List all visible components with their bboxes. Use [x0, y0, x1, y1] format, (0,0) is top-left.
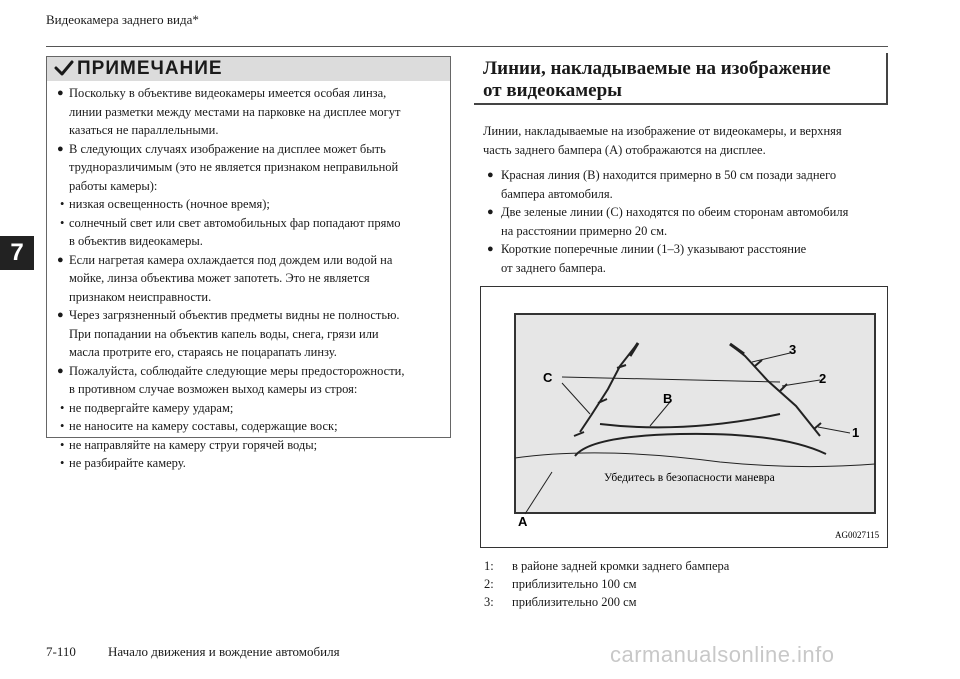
note-line: низкая освещенность (ночное время); — [69, 197, 270, 211]
legend-text: в районе задней кромки заднего бампера — [512, 559, 730, 573]
bullet-line: ● Красная линия (В) находится примерно в 50 см позади заднего — [501, 168, 837, 182]
section-title-line: Линии, накладываемые на изображение — [483, 58, 831, 79]
header-divider — [46, 46, 888, 47]
note-line: не подвергайте камеру ударам; — [69, 400, 234, 415]
note-line: ● В следующих случаях изображение на дисплее может быть — [69, 141, 386, 156]
note-line: ● Поскольку в объективе видеокамеры имеется особая линза, — [69, 86, 387, 100]
label-2: 2 — [819, 371, 827, 386]
note-line: признаком неисправности. — [69, 289, 212, 304]
note-line: мойке, линза объектива может запотеть. Это не является — [69, 271, 370, 285]
note-line: ● Пожалуйста, соблюдайте следующие меры предосторожности, — [69, 363, 405, 378]
section-title — [483, 58, 831, 102]
note-dash-item — [57, 436, 449, 455]
note-line: ● Если нагретая камера охлаждается под дождем или водой на — [69, 252, 393, 267]
dash-marker: • — [60, 197, 65, 211]
note-line: в противном случае возможен выход камеры из строя: — [69, 382, 358, 396]
note-dash-item — [57, 195, 449, 214]
figure-code: AG0027115 — [835, 530, 880, 540]
bullet-line: бампера автомобиля. — [501, 186, 613, 201]
legend-text: приблизительно 200 см — [512, 595, 637, 609]
label-c: C — [543, 370, 553, 385]
note-line: в объектив видеокамеры. — [69, 234, 203, 248]
label-b: B — [663, 391, 673, 406]
note-dash-item — [57, 454, 449, 473]
label-3: 3 — [789, 342, 797, 357]
section-intro — [483, 122, 883, 159]
section-bullet-list — [487, 166, 887, 277]
note-line: ● Через загрязненный объектив предметы видны не полностью. — [69, 308, 400, 322]
note-bullet-item — [57, 140, 449, 196]
intro-line: часть заднего бампера (А) отображаются на дисплее. — [483, 142, 766, 157]
intro-line: Линии, накладываемые на изображение от видеокамеры, и верхняя — [483, 124, 842, 138]
screen-caption: Убедитесь в безопасности маневра — [604, 472, 775, 484]
figure-illustration — [480, 286, 888, 548]
dash-marker: • — [60, 456, 65, 470]
chapter-tab: 7 — [0, 236, 34, 270]
dash-marker: • — [60, 419, 65, 433]
bullet-line: от заднего бампера. — [501, 260, 606, 275]
bullet-line: на расстоянии примерно 20 см. — [501, 223, 668, 238]
label-a: A — [518, 514, 528, 529]
note-line: При попадании на объектив капель воды, снега, грязи или — [69, 326, 379, 341]
figure-legend — [484, 557, 729, 611]
page-number: 7-110 — [46, 644, 76, 659]
note-line: солнечный свет или свет автомобильных фар попадают прямо — [69, 215, 401, 230]
note-title: ПРИМЕЧАНИЕ — [77, 58, 223, 79]
label-1: 1 — [852, 425, 860, 440]
legend-row — [484, 575, 729, 593]
note-header — [47, 57, 450, 81]
legend-row — [484, 557, 729, 575]
bullet-line: ● Короткие поперечные линии (1–3) указывают расстояние — [501, 242, 807, 256]
note-dash-item — [57, 399, 449, 418]
section-bullet-item — [487, 203, 887, 240]
note-line: масла протрите его, стараясь не поцарапать линзу. — [69, 345, 337, 359]
watermark: carmanualsonline.info — [610, 642, 835, 667]
section-bullet-item — [487, 166, 887, 203]
note-dash-item — [57, 214, 449, 251]
dash-marker: • — [60, 437, 65, 452]
note-line: трудноразличимым (это не является признаком неправильной — [69, 160, 399, 174]
note-bullet-item — [57, 84, 449, 140]
note-dash-item — [57, 417, 449, 436]
note-body — [57, 84, 449, 473]
page-header-title: Видеокамера заднего вида* — [46, 12, 199, 27]
note-line: линии разметки между местами на парковке на дисплее могут — [69, 104, 401, 119]
footer-chapter-title: Начало движения и вождение автомобиля — [108, 644, 340, 659]
legend-text: приблизительно 100 см — [512, 577, 637, 591]
section-bullet-item — [487, 240, 887, 277]
section-title-line: от видеокамеры — [483, 80, 623, 101]
note-bullet-item — [57, 251, 449, 307]
bullet-line: ● Две зеленые линии (С) находятся по обеим сторонам автомобиля — [501, 205, 849, 219]
legend-number: 1: — [484, 559, 494, 573]
note-line: не наносите на камеру составы, содержащие воск; — [69, 419, 338, 433]
camera-display-figure — [480, 286, 888, 548]
note-bullet-item — [57, 306, 449, 362]
legend-number: 2: — [484, 577, 494, 591]
note-box — [46, 56, 451, 470]
legend-row — [484, 593, 729, 611]
note-line: казаться не параллельными. — [69, 123, 219, 137]
note-bullet-item — [57, 362, 449, 399]
section-title-box — [474, 53, 888, 105]
dash-marker: • — [60, 215, 65, 230]
note-line: не направляйте на камеру струи горячей воды; — [69, 437, 318, 452]
checkmark-icon — [54, 60, 74, 78]
dash-marker: • — [60, 400, 65, 415]
note-line: не разбирайте камеру. — [69, 456, 186, 470]
note-line: работы камеры): — [69, 178, 158, 193]
legend-number: 3: — [484, 595, 494, 609]
